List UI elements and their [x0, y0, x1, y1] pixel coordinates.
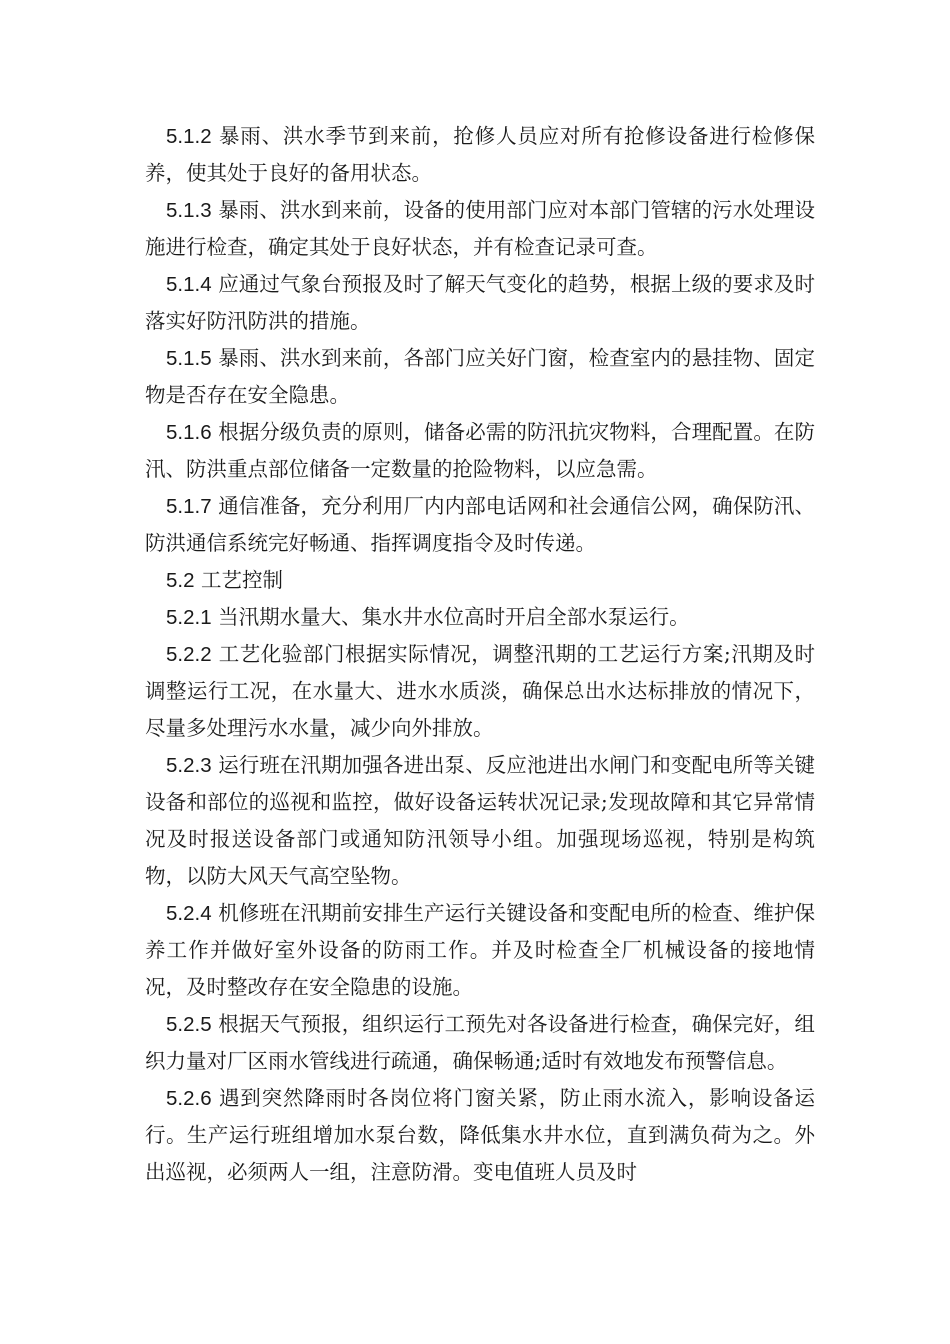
paragraph-text: 根据分级负责的原则，储备必需的防汛抗灾物料，合理配置。在防汛、防洪重点部位储备一定数量的抢险物料，以应急需。 [145, 420, 815, 481]
paragraph-5-1-4 [145, 266, 815, 340]
section-number: 5.1.3 [166, 199, 212, 222]
document-body [145, 118, 815, 1191]
paragraph-5-1-6 [145, 414, 815, 488]
paragraph-text: 暴雨、洪水到来前，各部门应关好门窗，检查室内的悬挂物、固定物是否存在安全隐患。 [145, 346, 815, 407]
paragraph-text: 应通过气象台预报及时了解天气变化的趋势，根据上级的要求及时落实好防汛防洪的措施。 [145, 272, 815, 333]
paragraph-5-2-4 [145, 895, 815, 1006]
section-number: 5.1.6 [166, 421, 212, 444]
paragraph-5-1-5 [145, 340, 815, 414]
paragraph-5-2-2 [145, 636, 815, 747]
section-number: 5.2.4 [166, 902, 212, 925]
paragraph-text: 运行班在汛期加强各进出泵、反应池进出水闸门和变配电所等关键设备和部位的巡视和监控，做好设备运转状况记录;发现故障和其它异常情况及时报送设备部门或通知防汛领导小组。加强现场巡视，特别是构筑物，以防大风天气高空坠物。 [145, 753, 815, 888]
paragraph-5-1-2 [145, 118, 815, 192]
section-number: 5.1.2 [166, 125, 212, 148]
section-number: 5.2.3 [166, 754, 212, 777]
section-number: 5.2.6 [166, 1087, 212, 1110]
paragraph-text: 暴雨、洪水季节到来前，抢修人员应对所有抢修设备进行检修保养，使其处于良好的备用状态。 [145, 124, 815, 185]
section-number: 5.1.4 [166, 273, 212, 296]
section-title: 工艺控制 [201, 568, 284, 592]
paragraph-text: 工艺化验部门根据实际情况，调整汛期的工艺运行方案;汛期及时调整运行工况，在水量大、进水水质淡，确保总出水达标排放的情况下，尽量多处理污水水量，减少向外排放。 [145, 642, 815, 740]
section-number: 5.2.2 [166, 643, 212, 666]
paragraph-text: 当汛期水量大、集水井水位高时开启全部水泵运行。 [218, 605, 690, 629]
paragraph-5-2-1 [145, 599, 815, 636]
section-number: 5.2 [166, 569, 195, 592]
section-number: 5.2.1 [166, 606, 212, 629]
paragraph-text: 通信准备，充分利用厂内内部电话网和社会通信公网，确保防汛、防洪通信系统完好畅通、指挥调度指令及时传递。 [145, 494, 815, 555]
section-heading-5-2 [145, 562, 815, 599]
paragraph-text: 遇到突然降雨时各岗位将门窗关紧，防止雨水流入，影响设备运行。生产运行班组增加水泵台数，降低集水井水位，直到满负荷为之。外出巡视，必须两人一组，注意防滑。变电值班人员及时 [145, 1086, 815, 1184]
paragraph-text: 暴雨、洪水到来前，设备的使用部门应对本部门管辖的污水处理设施进行检查，确定其处于良好状态，并有检查记录可查。 [145, 198, 815, 259]
section-number: 5.1.5 [166, 347, 212, 370]
paragraph-5-1-3 [145, 192, 815, 266]
paragraph-5-2-5 [145, 1006, 815, 1080]
paragraph-5-1-7 [145, 488, 815, 562]
section-number: 5.2.5 [166, 1013, 212, 1036]
paragraph-5-2-6 [145, 1080, 815, 1191]
paragraph-5-2-3 [145, 747, 815, 895]
paragraph-text: 根据天气预报，组织运行工预先对各设备进行检查，确保完好，组织力量对厂区雨水管线进行疏通，确保畅通;适时有效地发布预警信息。 [145, 1012, 815, 1073]
section-number: 5.1.7 [166, 495, 212, 518]
paragraph-text: 机修班在汛期前安排生产运行关键设备和变配电所的检查、维护保养工作并做好室外设备的防雨工作。并及时检查全厂机械设备的接地情况，及时整改存在安全隐患的设施。 [145, 901, 815, 999]
